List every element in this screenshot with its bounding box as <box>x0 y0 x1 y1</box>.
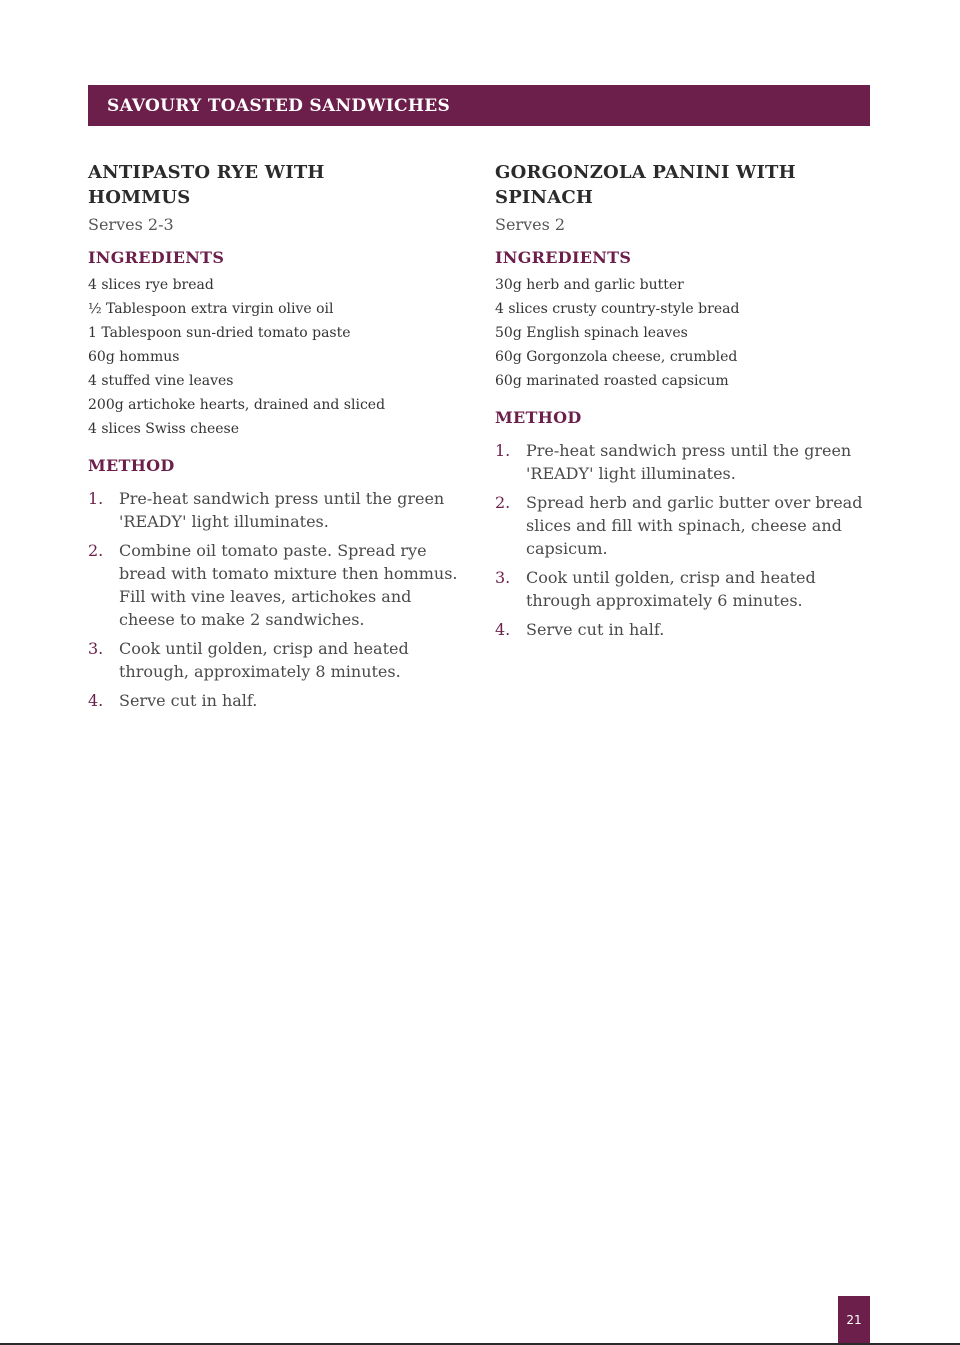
ingredients-list <box>495 273 875 393</box>
ingredient-item: 30g herb and garlic butter <box>495 277 684 293</box>
ingredient-item: 60g marinated roasted capsicum <box>495 373 729 389</box>
step-number: 4. <box>88 691 104 710</box>
step-number: 2. <box>495 493 511 512</box>
serves-text: Serves 2-3 <box>88 215 174 234</box>
method-step <box>88 637 468 683</box>
ingredient-item: 4 slices rye bread <box>88 277 214 293</box>
section-banner <box>88 85 870 126</box>
ingredient-item: 200g artichoke hearts, drained and sliced <box>88 397 386 413</box>
recipe-title: GORGONZOLA PANINI WITH SPINACH <box>495 162 796 208</box>
step-number: 3. <box>495 568 511 587</box>
method-step <box>495 491 875 560</box>
ingredient-item: 60g hommus <box>88 349 180 365</box>
method-heading: METHOD <box>495 408 582 427</box>
ingredients-heading: INGREDIENTS <box>495 248 632 267</box>
method-heading: METHOD <box>88 456 175 475</box>
ingredient-item: 1 Tablespoon sun-dried tomato paste <box>88 325 351 341</box>
step-number: 4. <box>495 620 511 639</box>
method-step <box>88 487 468 533</box>
recipe-antipasto <box>88 160 468 718</box>
method-step <box>495 618 875 641</box>
step-text: Serve cut in half. <box>526 620 665 639</box>
step-text: Cook until golden, crisp and heated through, approximately 8 minutes. <box>119 639 409 681</box>
step-number: 1. <box>495 441 511 460</box>
step-number: 2. <box>88 541 104 560</box>
step-number: 3. <box>88 639 104 658</box>
step-number: 1. <box>88 489 104 508</box>
banner-title: SAVOURY TOASTED SANDWICHES <box>107 95 451 116</box>
method-step <box>495 439 875 485</box>
recipe-gorgonzola <box>495 160 875 647</box>
step-text: Pre-heat sandwich press until the green 'READY' light illuminates. <box>526 441 852 483</box>
step-text: Cook until golden, crisp and heated through approximately 6 minutes. <box>526 568 816 610</box>
ingredients-heading: INGREDIENTS <box>88 248 225 267</box>
ingredients-list <box>88 273 468 441</box>
method-step <box>495 566 875 612</box>
ingredient-item: 50g English spinach leaves <box>495 325 688 341</box>
ingredient-item: 4 stuffed vine leaves <box>88 373 234 389</box>
ingredient-item: 60g Gorgonzola cheese, crumbled <box>495 349 738 365</box>
method-list <box>495 439 875 641</box>
ingredient-item: 4 slices crusty country-style bread <box>495 301 740 317</box>
page-number: 21 <box>838 1296 870 1343</box>
recipe-title: ANTIPASTO RYE WITH HOMMUS <box>88 162 325 208</box>
step-text: Spread herb and garlic butter over bread slices and fill with spinach, cheese and capsicum. <box>526 493 863 558</box>
step-text: Serve cut in half. <box>119 691 258 710</box>
method-step <box>88 689 468 712</box>
step-text: Combine oil tomato paste. Spread rye bread with tomato mixture then hommus. Fill with vine leaves, artichokes and cheese to make 2 sandwiches. <box>119 541 458 629</box>
ingredient-item: 4 slices Swiss cheese <box>88 421 240 437</box>
ingredient-item: ½ Tablespoon extra virgin olive oil <box>88 301 334 317</box>
method-list <box>88 487 468 712</box>
serves-text: Serves 2 <box>495 215 566 234</box>
method-step <box>88 539 468 631</box>
step-text: Pre-heat sandwich press until the green 'READY' light illuminates. <box>119 489 445 531</box>
